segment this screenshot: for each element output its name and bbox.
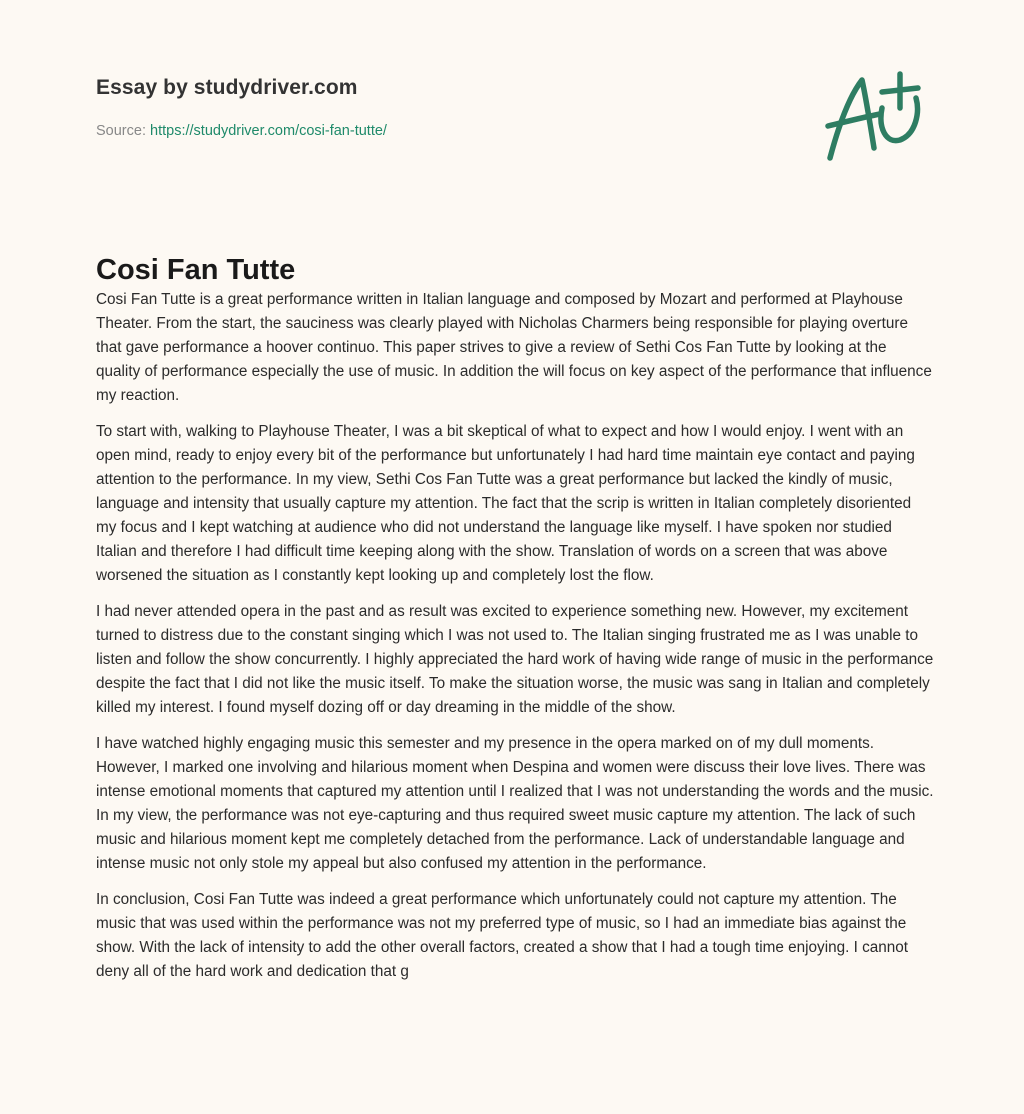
essay-paragraph: I had never attended opera in the past and as result was excited to experience something new. However, my excitement turned to distress due to the constant singing which I was not used to. The Italian singing frustrated me as I was unable to listen and follow the show concurrently. I highly appreciated the hard work of having wide range of music in the performance despite the fact that I did not like the music itself. To make the situation worse, the music was sang in Italian and completely killed my interest. I found myself dozing off or day dreaming in the middle of the show. — [96, 603, 934, 716]
source-line — [96, 123, 387, 139]
essay-paragraph: In conclusion, Cosi Fan Tutte was indeed a great performance which unfortunately could not capture my attention. The music that was used within the performance was not my preferred type of music, so I had an immediate bias against the show. With the lack of intensity to add the other overall factors, created a show that I had a tough time enjoying. I cannot deny all of the hard work and dedication that g — [96, 891, 909, 980]
site-header-title: Essay by studydriver.com — [96, 76, 358, 99]
source-link[interactable]: https://studydriver.com/cosi-fan-tutte/ — [150, 123, 387, 139]
source-label: Source: — [96, 123, 146, 139]
essay-paragraph: I have watched highly engaging music this semester and my presence in the opera marked on of my dull moments. However, I marked one involving and hilarious moment when Despina and women were discuss their love lives. There was intense emotional moments that captured my attention until I realized that I was not understanding the words and the music. In my view, the performance was not eye-capturing and thus required sweet music capture my attention. The lack of such music and hilarious moment kept me completely detached from the performance. Lack of understandable language and intense music not only stole my appeal but also confused my attention in the performance. — [96, 735, 934, 872]
essay-title: Cosi Fan Tutte — [96, 254, 296, 286]
a-plus-logo-icon — [820, 68, 930, 168]
essay-paragraph: To start with, walking to Playhouse Theater, I was a bit skeptical of what to expect and how I would enjoy. I went with an open mind, ready to enjoy every bit of the performance but unfortunately I had hard time maintain eye contact and paying attention to the performance. In my view, Sethi Cos Fan Tutte was a great performance but lacked the kindly of music, language and intensity that usually capture my attention. The fact that the scrip is written in Italian completely disoriented my focus and I kept watching at audience who did not understand the language like myself. I have spoken nor studied Italian and therefore I had difficult time keeping along with the show. Translation of words on a screen that was above worsened the situation as I constantly kept looking up and completely lost the flow. — [96, 423, 915, 584]
essay-body — [96, 288, 934, 996]
essay-paragraph: Cosi Fan Tutte is a great performance written in Italian language and composed by Mozart and performed at Playhouse Theater. From the start, the sauciness was clearly played with Nicholas Charmers being responsible for playing overture that gave performance a hoover continuo. This paper strives to give a review of Sethi Cos Fan Tutte by looking at the quality of performance especially the use of music. In addition the will focus on key aspect of the performance that influence my reaction. — [96, 291, 932, 404]
